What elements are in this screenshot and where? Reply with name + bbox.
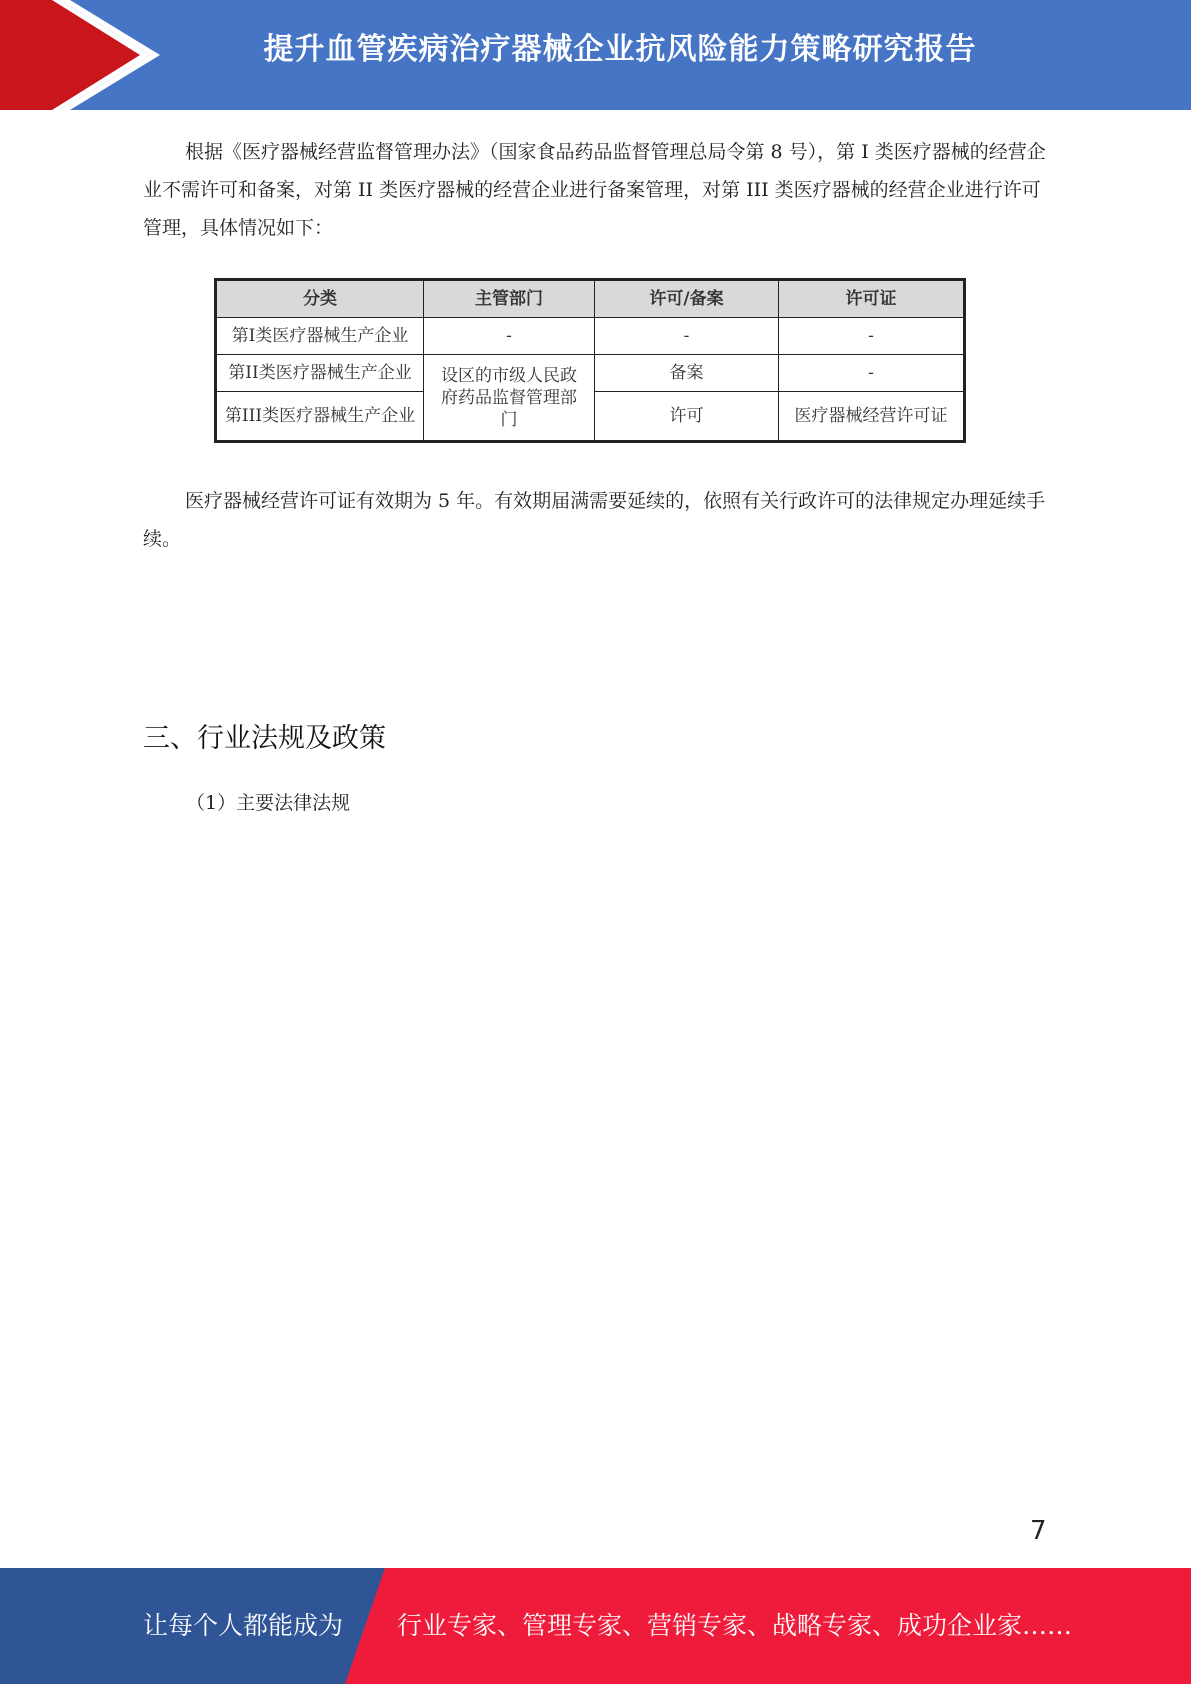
table-header-row (216, 280, 965, 318)
page-number: 7 (1030, 1516, 1047, 1546)
report-title: 提升血管疾病治疗器械企业抗风险能力策略研究报告 (263, 32, 977, 67)
intro-paragraph: 根据《医疗器械经营监督管理办法》（国家食品药品监督管理总局令第 8 号），第 I 类医疗器械的经营企业不需许可和备案，对第 II 类医疗器械的经营企业进行备案管理，对第 III 类医疗器械的经营企业进行许可管理，具体情况如下： (143, 141, 1046, 239)
table-cell-license: 医疗器械经营许可证 (779, 392, 965, 442)
table-header-cell: 分类 (216, 280, 424, 318)
table-row (216, 355, 965, 392)
table-row (216, 318, 965, 355)
table-cell-filing: 备案 (595, 355, 779, 392)
table-cell-category: 第I类医疗器械生产企业 (216, 318, 424, 355)
table-cell-category: 第III类医疗器械生产企业 (216, 392, 424, 442)
table-cell-filing: - (595, 318, 779, 355)
table-cell-license: - (779, 355, 965, 392)
page-header (0, 0, 1191, 110)
sub-heading: （1）主要法律法规 (186, 792, 351, 814)
table-cell-authority: - (424, 318, 595, 355)
license-table (214, 278, 966, 443)
table-cell-filing: 许可 (595, 392, 779, 442)
table-header-cell: 许可/备案 (595, 280, 779, 318)
section-heading: 三、行业法规及政策 (143, 723, 386, 754)
table-cell-merged-authority: 设区的市级人民政府药品监督管理部门 (424, 355, 595, 442)
footer-slogan-right: 行业专家、管理专家、营销专家、战略专家、成功企业家…… (397, 1611, 1073, 1640)
table-cell-category: 第II类医疗器械生产企业 (216, 355, 424, 392)
page-footer (0, 1568, 1191, 1684)
validity-paragraph: 医疗器械经营许可证有效期为 5 年。有效期届满需要延续的，依照有关行政许可的法律规定办理延续手续。 (143, 490, 1046, 550)
table-cell-license: - (779, 318, 965, 355)
footer-slogan-left: 让每个人都能成为 (143, 1611, 344, 1640)
table-header-cell: 主管部门 (424, 280, 595, 318)
table-header-cell: 许可证 (779, 280, 965, 318)
